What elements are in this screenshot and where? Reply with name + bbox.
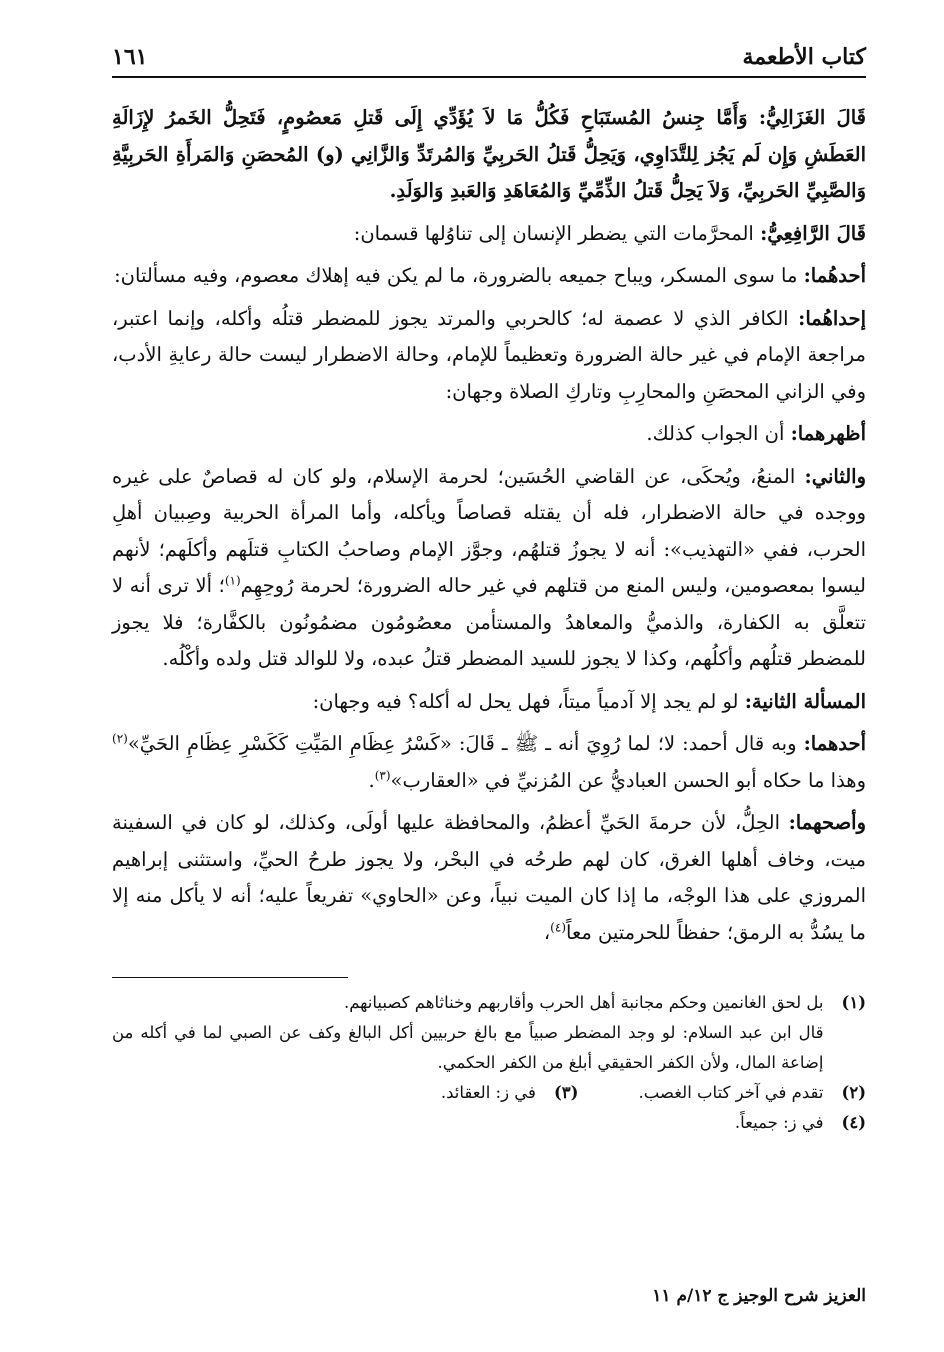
footnote-ref: (١) — [224, 573, 241, 588]
page-number: ١٦١ — [112, 44, 148, 70]
paragraph-text: أن الجواب كذلك. — [646, 422, 785, 445]
footnotes — [112, 988, 866, 1138]
footnote-text: تقدم في آخر كتاب الغصب. — [638, 1083, 824, 1102]
paragraph-lead: والثاني: — [804, 464, 867, 488]
footnote-1 — [112, 988, 866, 1078]
book-footer: العزيز شرح الوجيز ج ١٢/م ١١ — [652, 1286, 866, 1306]
footnote-ref: (٤) — [550, 920, 566, 934]
paragraph-first-aspect — [112, 726, 866, 799]
paragraph-first-issue — [112, 301, 866, 411]
paragraph-text: ما سوى المسكر، ويباح جميعه بالضرورة، ما لم يكن فيه إهلاك معصوم، وفيه مسألتان: — [114, 264, 798, 287]
paragraph-lead: قَالَ الرَّافِعِيُّ: — [760, 221, 866, 245]
paragraph-text-end: . — [368, 768, 375, 792]
paragraph-second-issue — [112, 684, 866, 721]
paragraph-soundest — [112, 805, 866, 951]
main-text — [112, 100, 866, 951]
paragraph-text: وبه قال أحمد: لا؛ لما رُوِيَ أنه ـ ﷺ ـ قَالَ: «كَسْرُ عِظَامِ المَيِّتِ كَكَسْرِ عِظَامِ الحَيِّ» — [127, 732, 797, 755]
paragraph-rafii — [112, 216, 866, 253]
footnote-number: (١) — [841, 993, 866, 1012]
paragraph-lead: المسألة الثانية: — [744, 689, 866, 713]
chapter-title: كتاب الأطعمة — [742, 44, 866, 70]
paragraph-text: وَأَمَّا جِنسُ المُستَبَاحِ فَكُلُّ مَا لاَ يُؤَدِّي إِلَى قَتلِ مَعصُومٍ، فَتَحِلُّ الخَمرُ لإِزَالَةِ العَطَشِ وَإِن لَم يَجُز لِلتَّدَاوِي، وَيَحِلُّ قَتلُ الحَربِيِّ وَالمُرتَدِّ وَالزَّانِي (و) المُحصَنِ وَالمَرأَةِ الحَربِيَّةِ وَالصَّبِيِّ الحَربِيِّ، وَلاَ يَحِلُّ قَتلُ الذِّمِّيِّ وَالمُعَاهَدِ وَالعَبدِ وَالوَلَدِ. — [112, 106, 866, 202]
paragraph-text: الكافر الذي لا عصمة له؛ كالحربي والمرتد يجوز للمضطر قتلُه وأكله، وإنما اعتبر، مراجعة الإمام في غير حالة الضرورة وتعظيماً للإمام، وحالة الاضطرار ليست حالة رعايةِ الأدب، وفي الزاني المحصَنِ والمحارِبِ وتاركِ الصلاة وجهان: — [112, 306, 866, 403]
footnote-number: (٤) — [841, 1113, 866, 1132]
footnote-body — [112, 988, 824, 1078]
footnote-ref: (٢) — [112, 731, 128, 746]
paragraph-second-view — [112, 459, 866, 678]
paragraph-text-cont: وهذا ما حكاه أبو الحسن العباديُّ عن المُزنيِّ في «العقارب» — [390, 768, 866, 792]
paragraph-text-cont: ؛ ألا ترى أنه لا تتعلَّق به الكفارة، والذميُّ والمعاهدُ والمستأمن معصُومُون مضمُونُون بالكفَّارة؛ فلا يجوز للمضطر قتلُهم وأكلُهم، وكذا لا يجوز للسيد المضطر قتلُ عبده، ولا للوالد قتل ولده وأكْلُه. — [112, 574, 866, 670]
footnote-ref: (٣) — [374, 768, 391, 782]
paragraph-lead: أظهرهما: — [790, 422, 866, 445]
footnote-number: (٣) — [553, 1083, 579, 1102]
paragraph-ghazali — [112, 100, 866, 210]
paragraph-text: الحِلُّ، لأن حرمةَ الحَيِّ أعظمُ، والمحافظة عليها أولَى، وكذلك، لو كان في السفينة ميت، وخاف أهلها الغرق، كان لهم طرحُه في البحْر، ولا يجوز طرحُ الحيِّ، واستثنى إبراهيم المروزي على هذا الوجْه، ما إذا كان الميت نبياً، وعن «الحاوي» تفريعاً عليه؛ أنه لا يأكل منه إلا ما يسُدُّ به الرمق؛ حفظاً للحرمتين معاً — [112, 811, 866, 944]
running-header — [112, 30, 866, 70]
footnote-4 — [112, 1108, 866, 1138]
paragraph-lead: أحدهما: — [803, 732, 866, 755]
paragraph-text-cont: ، — [543, 920, 551, 944]
paragraph-lead: وأصحهما: — [788, 811, 866, 834]
header-rule — [112, 76, 866, 78]
footnote-3 — [441, 1078, 579, 1108]
paragraph-lead: إحداهُما: — [798, 306, 866, 330]
paragraph-most-apparent — [112, 416, 866, 453]
paragraph-text: المحرَّمات التي يضطر الإنسان إلى تناوُلها قسمان: — [353, 221, 754, 245]
paragraph-lead: أحدهُما: — [803, 264, 866, 287]
footnote-text: بل لحق الغانمين وحكم مجانبة أهل الحرب وأقاربهم وخناثاهم كصبيانهم. — [343, 993, 824, 1012]
footnote-2 — [638, 1078, 866, 1108]
footnote-row-2-3 — [112, 1078, 866, 1108]
paragraph-lead: قَالَ الغَزَالِيُّ: — [758, 106, 866, 129]
footnote-number: (٢) — [841, 1083, 866, 1102]
footnote-text: في ز: العقائد. — [440, 1083, 536, 1102]
footnote-rule — [112, 977, 348, 978]
footnote-text: قال ابن عبد السلام: لو وجد المضطر صبياً مع بالغ حربيين أكل البالغ وكف عن الصبي لما في أكله من إضاعة المال، ولأن الكفر الحقيقي أبلغ من الكفر الحكمي. — [112, 1023, 824, 1072]
paragraph-text: المنعُ، ويُحكَى، عن القاضي الحُسَين؛ لحرمة الإسلام، ولو كان له قصاصٌ على غيره ووجده في حالة الاضطرار، فله أن يقتله قصاصاً ويأكله، وأما المرأة الحربية وصِبيان أهلِ الحرب، ففي «التهذيب»: أنه لا يجوزُ قتلهُم، وجوَّز الإمام وصاحبُ الكتابِ قتلَهم وأكلَهم؛ لأنهم ليسوا بمعصومين، وليس المنع من قتلهم في غير حاله الضرورة؛ لحرمة رُوحِهِم — [112, 464, 866, 597]
paragraph-first-type — [112, 258, 866, 295]
paragraph-text: لو لم يجد إلا آدمياً ميتاً، فهل يحل له أكله؟ فيه وجهان: — [312, 689, 739, 713]
footnote-text: في ز: جميعاً. — [734, 1113, 824, 1132]
